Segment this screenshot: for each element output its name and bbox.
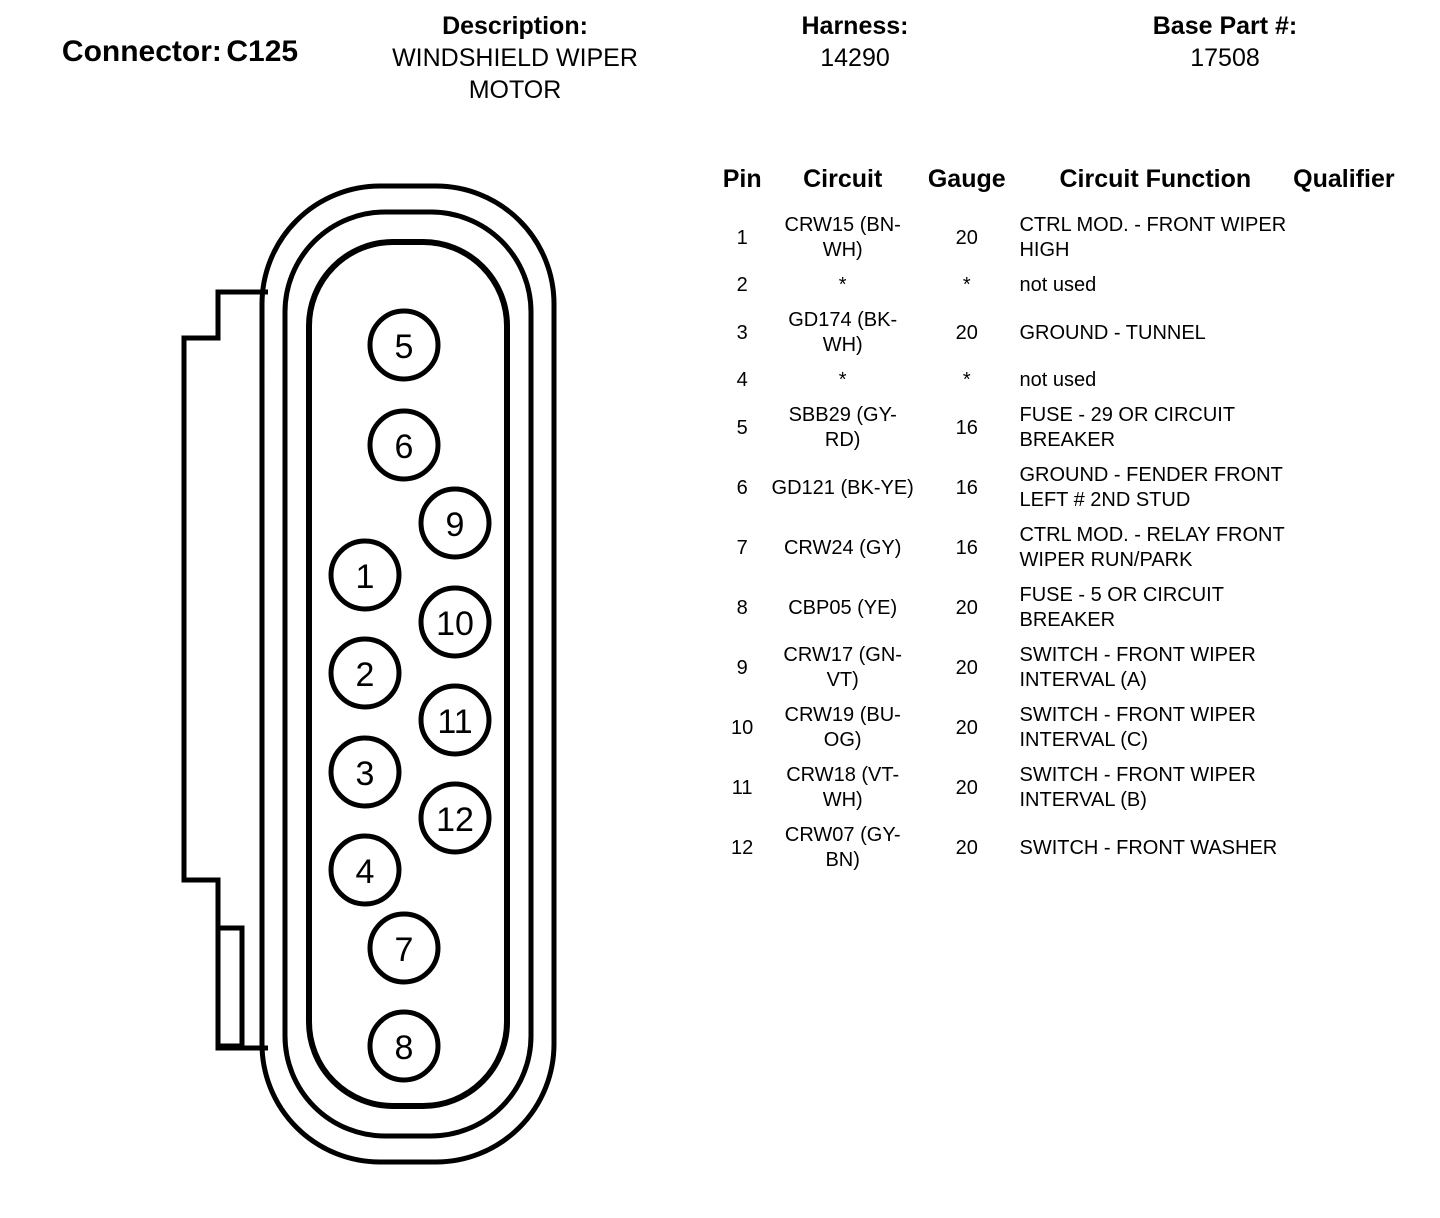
cell-qualifier — [1293, 698, 1415, 758]
cell-pin: 2 — [736, 274, 748, 296]
column-header-pin: Pin — [722, 165, 762, 193]
pins-table — [715, 165, 1415, 878]
cell-circuit: GD121 (BK-YE) — [771, 476, 914, 499]
cell-gauge: * — [962, 369, 971, 391]
cell-circuit: CRW18 (VT-WH) — [786, 764, 900, 811]
cell-gauge: 16 — [955, 536, 978, 559]
pin-label-12: 12 — [436, 801, 474, 839]
connector-left-latch — [184, 292, 268, 1048]
cell-pin: 3 — [736, 321, 748, 344]
pins-table-body — [715, 208, 1415, 878]
cell-qualifier — [1293, 268, 1415, 303]
pin-label-6: 6 — [394, 428, 414, 466]
pin-label-2: 2 — [355, 656, 375, 694]
cell-pin: 4 — [736, 369, 748, 391]
table-row — [715, 208, 1415, 268]
cell-circuit: CRW15 (BN-WH) — [784, 214, 901, 261]
cell-gauge: 20 — [955, 226, 978, 249]
cell-qualifier — [1293, 208, 1415, 268]
cell-qualifier — [1293, 638, 1415, 698]
table-header-row — [715, 165, 1415, 208]
connector-value: C125 — [226, 35, 299, 68]
connector-diagram — [150, 160, 610, 1190]
cell-gauge: 20 — [955, 656, 978, 679]
cell-function: SWITCH - FRONT WIPER INTERVAL (C) — [1019, 704, 1256, 751]
cell-qualifier — [1293, 458, 1415, 518]
table-row — [715, 638, 1415, 698]
cell-qualifier — [1293, 518, 1415, 578]
cell-function: GROUND - FENDER FRONT LEFT # 2ND STUD — [1019, 464, 1283, 511]
table-row — [715, 578, 1415, 638]
page-header — [0, 0, 1440, 115]
pin-label-5: 5 — [394, 328, 414, 366]
base-part-label: Base Part #: — [1152, 12, 1298, 40]
cell-function: not used — [1019, 274, 1097, 296]
table-row — [715, 458, 1415, 518]
cell-pin: 8 — [736, 596, 748, 619]
pin-label-11: 11 — [437, 703, 473, 741]
cell-circuit: CBP05 (YE) — [788, 596, 898, 619]
cell-pin: 6 — [736, 476, 748, 499]
cell-gauge: 16 — [955, 476, 978, 499]
table-row — [715, 698, 1415, 758]
description-block — [355, 10, 675, 106]
cell-qualifier — [1293, 758, 1415, 818]
cell-gauge: 20 — [955, 321, 978, 344]
cell-function: SWITCH - FRONT WASHER — [1019, 836, 1278, 859]
cell-qualifier — [1293, 818, 1415, 878]
pin-label-4: 4 — [355, 853, 375, 891]
cell-pin: 10 — [731, 716, 754, 739]
table-row — [715, 518, 1415, 578]
cell-gauge: * — [962, 274, 971, 296]
table-row — [715, 303, 1415, 363]
column-header-circuit: Circuit — [803, 165, 883, 193]
cell-function: CTRL MOD. - FRONT WIPER HIGH — [1019, 214, 1287, 261]
cell-circuit: SBB29 (GY-RD) — [788, 404, 897, 451]
table-row — [715, 363, 1415, 398]
pin-label-8: 8 — [394, 1029, 414, 1067]
cell-pin: 5 — [736, 416, 748, 439]
pin-label-3: 3 — [355, 755, 375, 793]
cell-circuit: GD174 (BK-WH) — [788, 309, 898, 356]
column-header-qualifier: Qualifier — [1293, 165, 1395, 193]
cell-qualifier — [1293, 363, 1415, 398]
base-part-value: 17508 — [1190, 44, 1260, 72]
description-value: WINDSHIELD WIPER MOTOR — [392, 44, 638, 104]
table-row — [715, 818, 1415, 878]
pin-label-10: 10 — [436, 605, 474, 643]
cell-function: GROUND - TUNNEL — [1019, 321, 1206, 344]
pin-label-1: 1 — [355, 558, 375, 596]
cell-circuit: CRW17 (GN-VT) — [783, 644, 902, 691]
harness-value: 14290 — [820, 44, 890, 72]
cell-circuit: CRW19 (BU-OG) — [784, 704, 901, 751]
cell-circuit: CRW07 (GY-BN) — [784, 824, 901, 871]
connector-left-keyway — [218, 880, 242, 1046]
pins-table-head — [715, 165, 1415, 208]
table-row — [715, 268, 1415, 303]
connector-id-block — [10, 36, 350, 68]
column-header-gauge: Gauge — [927, 165, 1006, 193]
connector-label: Connector: — [61, 35, 222, 68]
pin-assignment-table — [715, 165, 1425, 878]
cell-circuit: * — [838, 369, 847, 391]
cell-pin: 9 — [736, 656, 748, 679]
cell-function: not used — [1019, 369, 1097, 391]
connector-face-svg — [150, 160, 610, 1190]
cell-circuit: CRW24 (GY) — [783, 536, 902, 559]
cell-circuit: * — [838, 274, 847, 296]
cell-function: FUSE - 29 OR CIRCUIT BREAKER — [1019, 404, 1235, 451]
harness-label: Harness: — [801, 12, 909, 40]
table-row — [715, 398, 1415, 458]
pin-label-9: 9 — [445, 506, 465, 544]
cell-pin: 7 — [736, 536, 748, 559]
cell-qualifier — [1293, 303, 1415, 363]
cell-pin: 12 — [731, 836, 754, 859]
cell-function: SWITCH - FRONT WIPER INTERVAL (A) — [1019, 644, 1256, 691]
cell-function: CTRL MOD. - RELAY FRONT WIPER RUN/PARK — [1019, 524, 1285, 571]
table-row — [715, 758, 1415, 818]
cell-qualifier — [1293, 398, 1415, 458]
cell-gauge: 16 — [955, 416, 978, 439]
cell-gauge: 20 — [955, 716, 978, 739]
cell-gauge: 20 — [955, 776, 978, 799]
cell-gauge: 20 — [955, 836, 978, 859]
cell-function: SWITCH - FRONT WIPER INTERVAL (B) — [1019, 764, 1256, 811]
base-part-block — [1090, 10, 1360, 74]
column-header-function: Circuit Function — [1059, 165, 1252, 193]
cell-gauge: 20 — [955, 596, 978, 619]
pin-label-7: 7 — [394, 931, 414, 969]
cell-pin: 11 — [731, 776, 753, 799]
description-label: Description: — [442, 12, 588, 40]
cell-pin: 1 — [736, 226, 748, 249]
cell-function: FUSE - 5 OR CIRCUIT BREAKER — [1019, 584, 1224, 631]
harness-block — [735, 10, 975, 74]
cell-qualifier — [1293, 578, 1415, 638]
